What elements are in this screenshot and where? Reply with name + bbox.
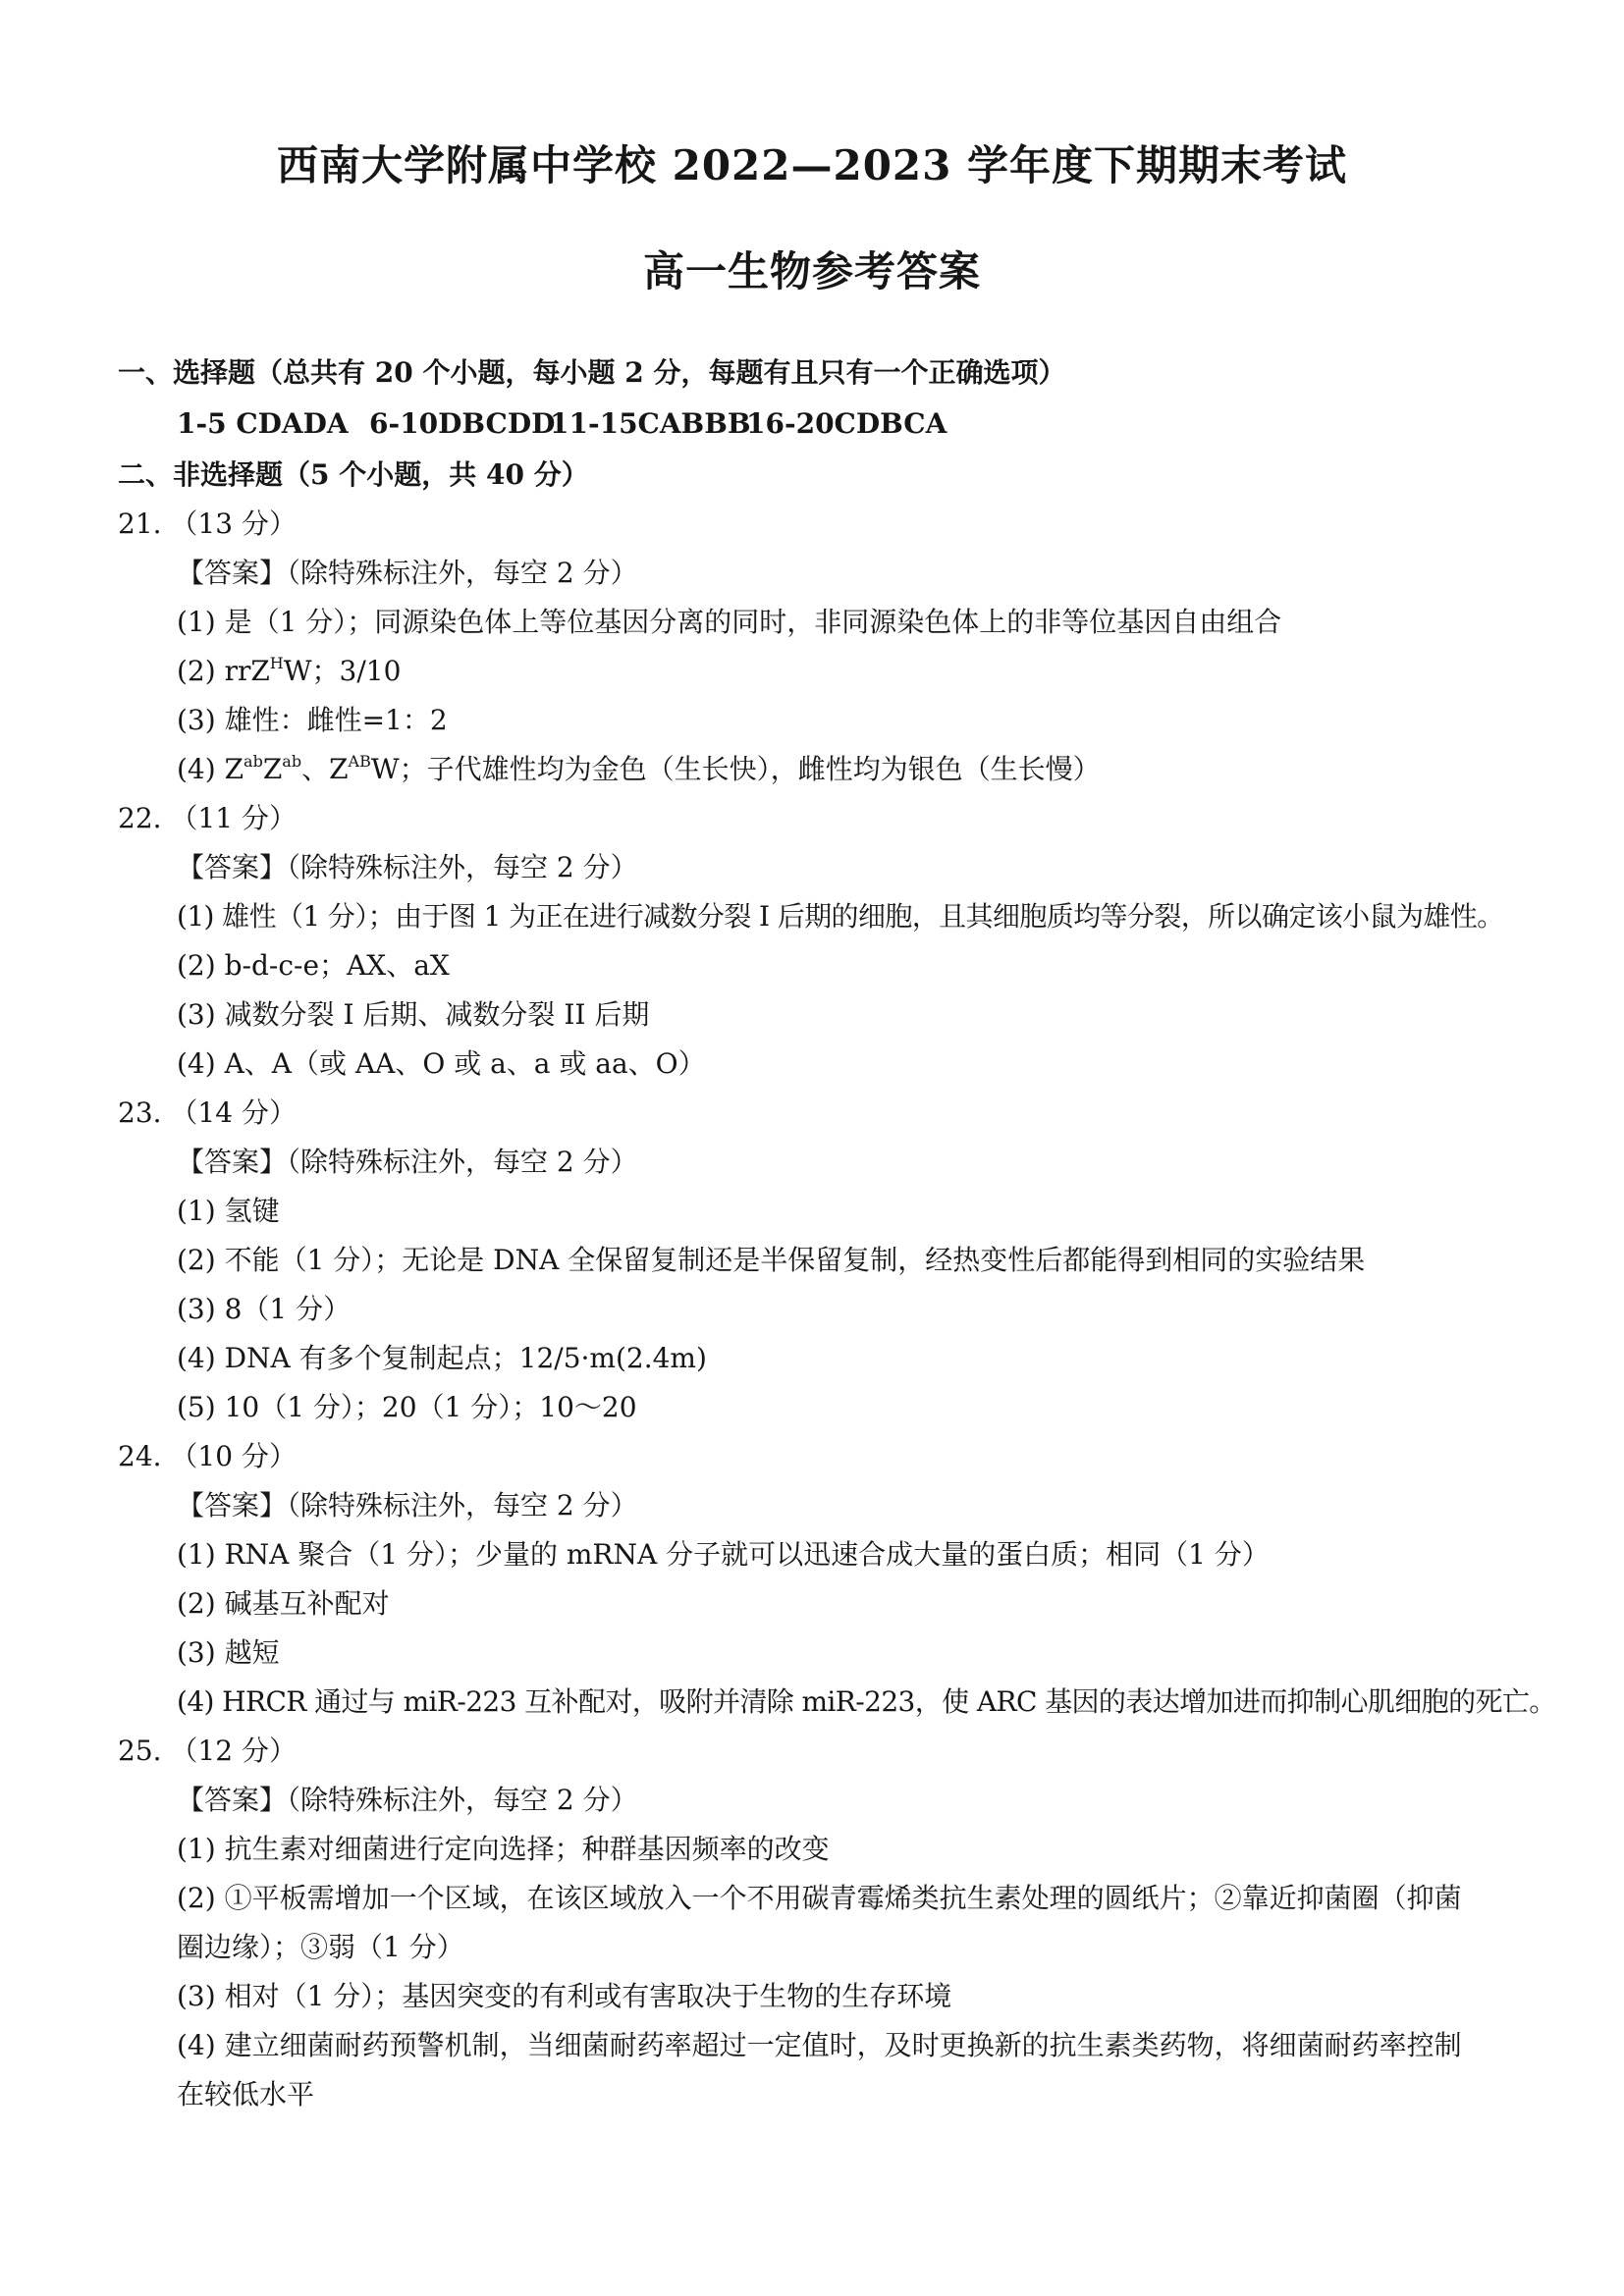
- q23-answer-1: (1) 氢键: [177, 1195, 280, 1227]
- choice-answers-16-20: 16-20CDBCA: [746, 407, 947, 440]
- q22-answer-3: (3) 减数分裂 I 后期、减数分裂 II 后期: [177, 998, 650, 1031]
- q24-answer-3: (3) 越短: [177, 1636, 280, 1669]
- section-choice-heading: 一、选择题（总共有 20 个小题，每小题 2 分，每题有且只有一个正确选项）: [118, 356, 1066, 389]
- q25-answer-3: (3) 相对（1 分）；基因突变的有利或有害取决于生物的生存环境: [177, 1980, 952, 2012]
- q21-answer-3: (3) 雄性：雌性=1：2: [177, 704, 448, 736]
- subject-answer-title: 高一生物参考答案: [642, 247, 981, 295]
- q25-answer-4-line2: 在较低水平: [177, 2078, 315, 2110]
- q22-answer-4: (4) A、A（或 AA、O 或 a、a 或 aa、O）: [177, 1047, 706, 1080]
- q25-note: 【答案】（除特殊标注外，每空 2 分）: [177, 1784, 638, 1816]
- q23-number: 23. （14 分）: [118, 1096, 297, 1129]
- q24-answer-4: (4) HRCR 通过与 miR-223 互补配对，吸附并清除 miR-223，使 ARC 基因的表达增加进而抑制心肌细胞的死亡。: [177, 1685, 1556, 1718]
- choice-answers-6-10: 6-10DBCDD: [369, 407, 556, 440]
- q25-answer-2-line2: 圈边缘）；③弱（1 分）: [177, 1931, 464, 1963]
- q24-answer-2: (2) 碱基互补配对: [177, 1587, 390, 1620]
- q25-number: 25. （12 分）: [118, 1735, 297, 1767]
- q22-note: 【答案】（除特殊标注外，每空 2 分）: [177, 851, 638, 883]
- q23-answer-2: (2) 不能（1 分）；无论是 DNA 全保留复制还是半保留复制，经热变性后都能得到相同的实验结果: [177, 1244, 1366, 1276]
- q22-answer-1: (1) 雄性（1 分）；由于图 1 为正在进行减数分裂 I 后期的细胞，且其细胞质均等分裂，所以确定该小鼠为雄性。: [177, 900, 1504, 933]
- q22-number: 22. （11 分）: [118, 802, 297, 834]
- school-exam-title: 西南大学附属中学校 2022—2023 学年度下期期末考试: [276, 141, 1348, 189]
- choice-answers-1-5: 1-5 CDADA: [177, 407, 349, 440]
- q23-answer-3: (3) 8（1 分）: [177, 1293, 352, 1325]
- q21-answer-2: (2) rrZ$^H$W；3/10: [177, 654, 402, 687]
- q23-answer-5: (5) 10（1 分）；20（1 分）；10～20: [177, 1391, 637, 1423]
- section-nonchoice-heading: 二、非选择题（5 个小题，共 40 分）: [118, 458, 589, 491]
- q25-answer-2-line1: (2) ①平板需增加一个区域，在该区域放入一个不用碳青霉烯类抗生素处理的圆纸片；②靠近抑菌圈（抑菌: [177, 1882, 1462, 1914]
- q25-answer-4-line1: (4) 建立细菌耐药预警机制，当细菌耐药率超过一定值时，及时更换新的抗生素类药物，将细菌耐药率控制: [177, 2029, 1462, 2061]
- q23-note: 【答案】（除特殊标注外，每空 2 分）: [177, 1146, 638, 1178]
- choice-answers-11-15: 11-15CABBB: [550, 407, 751, 440]
- q22-answer-2: (2) b-d-c-e；AX、aX: [177, 949, 450, 982]
- q21-number: 21. （13 分）: [118, 507, 297, 540]
- q24-number: 24. （10 分）: [118, 1440, 297, 1472]
- q21-note: 【答案】（除特殊标注外，每空 2 分）: [177, 557, 638, 589]
- q25-answer-1: (1) 抗生素对细菌进行定向选择；种群基因频率的改变: [177, 1833, 830, 1865]
- q21-answer-4: (4) $Z^{ab}Z^{ab}$、$Z^{AB}W$；子代雄性均为金色（生长快），雌性均为银色（生长慢）: [177, 752, 1101, 785]
- q24-note: 【答案】（除特殊标注外，每空 2 分）: [177, 1489, 638, 1522]
- q24-answer-1: (1) RNA 聚合（1 分）；少量的 mRNA 分子就可以迅速合成大量的蛋白质；相同（1 分）: [177, 1538, 1270, 1571]
- q23-answer-4: (4) DNA 有多个复制起点；12/5·m(2.4m): [177, 1342, 707, 1374]
- q21-answer-1: (1) 是（1 分）；同源染色体上等位基因分离的同时，非同源染色体上的非等位基因自由组合: [177, 606, 1282, 638]
